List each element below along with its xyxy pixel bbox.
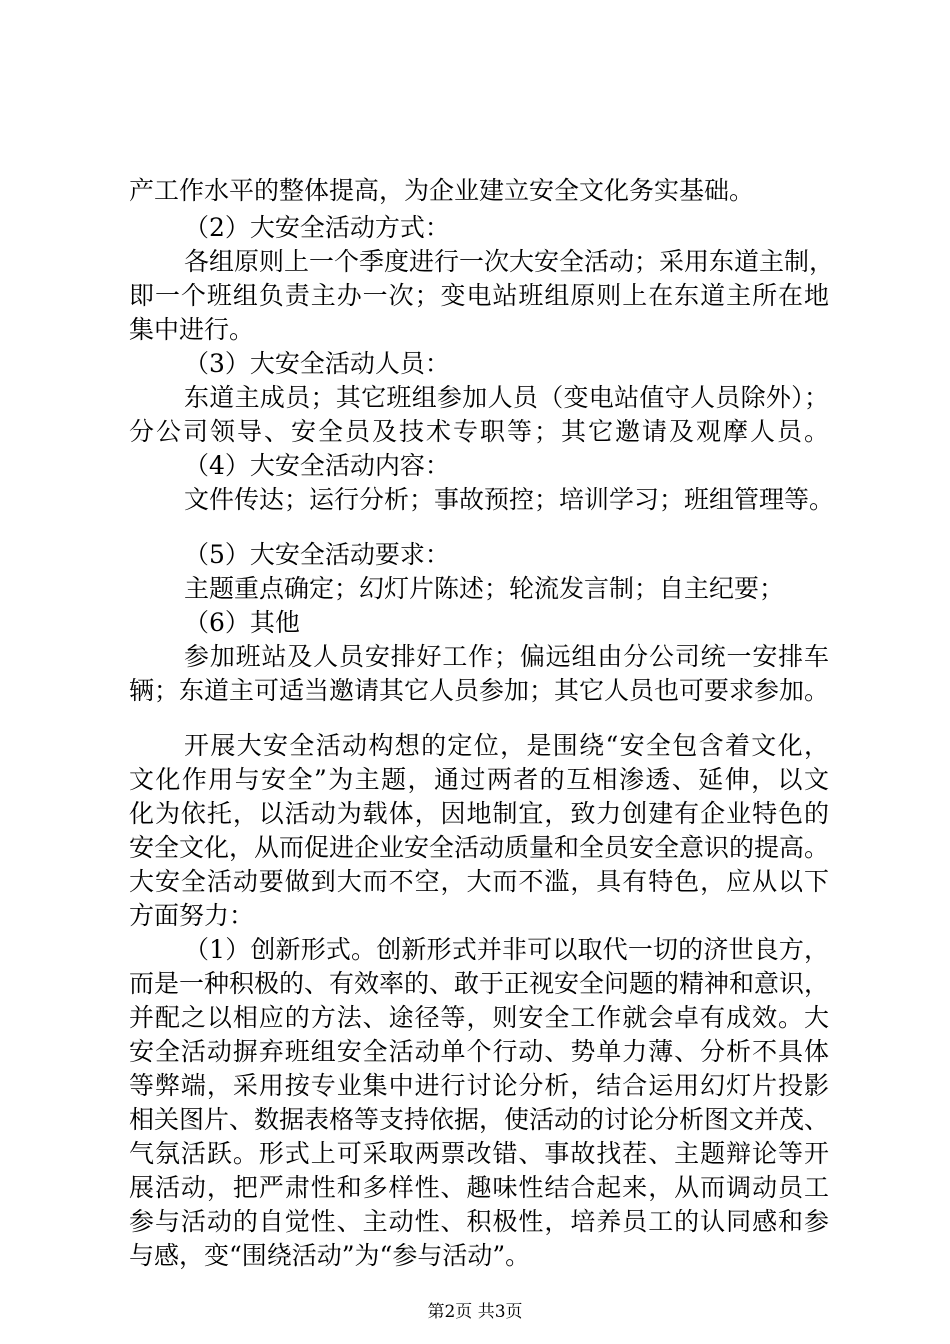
text-line: 与感，变“围绕活动”为“参与活动”。: [129, 1241, 531, 1270]
section-heading: （4）大安全活动内容：: [184, 451, 450, 480]
text-line: 产工作水平的整体提高，为企业建立安全文化务实基础。: [129, 176, 755, 205]
text-line: 安全文化，从而促进企业安全活动质量和全员安全意识的提高。: [129, 833, 830, 862]
text-line: 安全活动摒弃班组安全活动单个行动、势单力薄、分析不具体: [129, 1037, 829, 1066]
text-line: 相关图片、数据表格等支持依据，使活动的讨论分析图文并茂、: [129, 1105, 830, 1134]
text-line: 文件传达；运行分析；事故预控；培训学习；班组管理等。: [184, 485, 835, 514]
text-line: 文化作用与安全”为主题，通过两者的互相渗透、延伸，以文: [129, 765, 829, 794]
text-line: 参加班站及人员安排好工作；偏远组由分公司统一安排车: [184, 642, 829, 671]
text-line: 辆；东道主可适当邀请其它人员参加；其它人员也可要求参加。: [129, 676, 830, 705]
text-line: 方面努力：: [129, 901, 255, 930]
text-line: 气氛活跃。形式上可采取两票改错、事故找茬、主题辩论等开: [129, 1139, 829, 1168]
text-line: 展活动，把严肃性和多样性、趣味性结合起来，从而调动员工: [129, 1173, 829, 1202]
text-line: 开展大安全活动构想的定位，是围绕“安全包含着文化，: [184, 731, 829, 760]
text-line: （1）创新形式。创新形式并非可以取代一切的济世良方，: [184, 935, 829, 964]
text-line: 化为依托，以活动为载体，因地制宜，致力创建有企业特色的: [129, 799, 829, 828]
section-heading: （6）其他: [184, 608, 300, 637]
page-number-footer: 第2页 共3页: [427, 1302, 523, 1322]
text-line: 参与活动的自觉性、主动性、积极性，培养员工的认同感和参: [129, 1207, 829, 1236]
text-line: 主题重点确定；幻灯片陈述；轮流发言制；自主纪要；: [184, 574, 785, 603]
section-heading: （5）大安全活动要求：: [184, 540, 450, 569]
text-line: 东道主成员；其它班组参加人员（变电站值守人员除外）；: [184, 383, 829, 412]
text-line: 即一个班组负责主办一次；变电站班组原则上在东道主所在地: [129, 281, 829, 310]
text-line: 等弊端，采用按专业集中进行讨论分析，结合运用幻灯片投影: [129, 1071, 829, 1100]
section-heading: （3）大安全活动人员：: [184, 349, 450, 378]
text-line: 集中进行。: [129, 315, 255, 344]
text-line: 而是一种积极的、有效率的、敢于正视安全问题的精神和意识，: [129, 969, 830, 998]
text-line: 大安全活动要做到大而不空，大而不滥，具有特色，应从以下: [129, 867, 829, 896]
section-heading: （2）大安全活动方式：: [184, 213, 450, 242]
text-line: 各组原则上一个季度进行一次大安全活动；采用东道主制，: [184, 247, 835, 276]
text-line: 并配之以相应的方法、途径等，则安全工作就会卓有成效。大: [129, 1003, 829, 1032]
text-line: 分公司领导、安全员及技术专职等；其它邀请及观摩人员。: [129, 417, 829, 446]
